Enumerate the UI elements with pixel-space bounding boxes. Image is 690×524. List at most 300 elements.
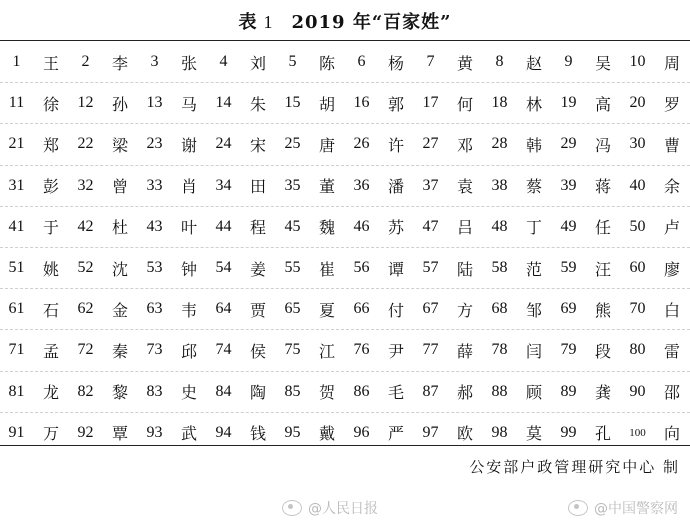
surname: 陈 [318, 53, 335, 73]
surname: 郭 [387, 94, 404, 114]
surname-cell [345, 298, 414, 321]
rank-number: 65 [284, 300, 301, 318]
surname: 史 [180, 383, 197, 403]
surname-cell [207, 51, 276, 74]
surname: 尹 [387, 341, 404, 361]
rank-number: 18 [491, 94, 508, 112]
surname: 马 [180, 94, 197, 114]
surname-cell [276, 133, 345, 156]
surname-cell [414, 215, 483, 238]
surname: 郑 [42, 135, 59, 155]
surname: 高 [594, 94, 611, 114]
surname: 吕 [456, 218, 473, 238]
surname-cell [414, 133, 483, 156]
rank-number: 79 [560, 341, 577, 359]
table-title-label: 表 [238, 12, 258, 33]
rank-number: 23 [146, 135, 163, 153]
surname: 龚 [594, 383, 611, 403]
rank-number: 81 [8, 382, 25, 400]
surname-cell [552, 421, 621, 444]
surname: 向 [663, 424, 680, 444]
rank-number: 12 [77, 94, 94, 112]
rank-number: 80 [629, 341, 646, 359]
surname: 魏 [318, 218, 335, 238]
surname-cell [69, 298, 138, 321]
surname-cell [483, 51, 552, 74]
rank-number: 57 [422, 259, 439, 277]
surname: 孙 [111, 94, 128, 114]
surname-cell [552, 380, 621, 403]
rank-number: 13 [146, 94, 163, 112]
surname: 丁 [525, 218, 542, 238]
surname-cell [276, 421, 345, 444]
surname: 吴 [594, 53, 611, 73]
rank-number: 30 [629, 135, 646, 153]
rank-number: 35 [284, 176, 301, 194]
surname-cell [552, 257, 621, 280]
surname-cell [552, 215, 621, 238]
surname-cell [621, 339, 690, 362]
surname: 刘 [249, 53, 266, 73]
surname: 雷 [663, 341, 680, 361]
surname: 唐 [318, 135, 335, 155]
surname-cell [345, 174, 414, 197]
surname: 朱 [249, 94, 266, 114]
surname-cell [552, 51, 621, 74]
surname: 叶 [180, 218, 197, 238]
surname-cell [552, 298, 621, 321]
rank-number: 95 [284, 423, 301, 441]
rank-number: 91 [8, 423, 25, 441]
rank-number: 78 [491, 341, 508, 359]
rank-number: 83 [146, 382, 163, 400]
surname-cell [276, 339, 345, 362]
surname-cell [345, 421, 414, 444]
surname: 顾 [525, 383, 542, 403]
surname: 王 [42, 53, 59, 73]
surname-cell [138, 92, 207, 115]
rank-number: 15 [284, 94, 301, 112]
surname: 邓 [456, 135, 473, 155]
surname-cell [276, 51, 345, 74]
rank-number: 86 [353, 382, 370, 400]
weibo-logo-icon [282, 500, 302, 516]
rank-number: 92 [77, 423, 94, 441]
surname: 谭 [387, 259, 404, 279]
rank-number: 29 [560, 135, 577, 153]
surname-cell [0, 215, 69, 238]
rank-number: 72 [77, 341, 94, 359]
surname-cell [207, 339, 276, 362]
surname-cell [345, 215, 414, 238]
surname-cell [138, 339, 207, 362]
surname: 杨 [387, 53, 404, 73]
surname-cell [0, 92, 69, 115]
rank-number: 97 [422, 423, 439, 441]
surname-cell [138, 380, 207, 403]
surname: 钱 [249, 424, 266, 444]
rank-number: 93 [146, 423, 163, 441]
surname-cell [0, 133, 69, 156]
surname: 方 [456, 300, 473, 320]
rank-number: 46 [353, 217, 370, 235]
surname-cell [276, 92, 345, 115]
surname: 韩 [525, 135, 542, 155]
surname: 谢 [180, 135, 197, 155]
rank-number: 53 [146, 259, 163, 277]
surname-cell [483, 339, 552, 362]
table-title [0, 8, 690, 34]
surname-cell [414, 51, 483, 74]
rank-number: 10 [629, 53, 646, 71]
table-row [0, 248, 690, 289]
surname: 徐 [42, 94, 59, 114]
rank-number: 6 [357, 53, 366, 71]
surname: 戴 [318, 424, 335, 444]
surname: 苏 [387, 218, 404, 238]
rank-number: 59 [560, 259, 577, 277]
surname-cell [621, 133, 690, 156]
surname: 张 [180, 53, 197, 73]
surname: 莫 [525, 424, 542, 444]
surname: 侯 [249, 341, 266, 361]
surname: 董 [318, 177, 335, 197]
rank-number: 50 [629, 217, 646, 235]
rank-number: 48 [491, 217, 508, 235]
surname-cell [483, 298, 552, 321]
surname-cell [621, 51, 690, 74]
rank-number: 84 [215, 382, 232, 400]
rank-number: 70 [629, 300, 646, 318]
surname: 廖 [663, 259, 680, 279]
surname-cell [483, 421, 552, 444]
surname-cell [0, 51, 69, 74]
surname: 蔡 [525, 177, 542, 197]
surname: 李 [111, 53, 128, 73]
surname: 宋 [249, 135, 266, 155]
rank-number: 54 [215, 259, 232, 277]
surname: 万 [42, 424, 59, 444]
surname-cell [0, 380, 69, 403]
surname: 毛 [387, 383, 404, 403]
rank-number: 42 [77, 217, 94, 235]
rank-number: 19 [560, 94, 577, 112]
surname-cell [0, 174, 69, 197]
surname-cell [483, 133, 552, 156]
rank-number: 39 [560, 176, 577, 194]
surname: 赵 [525, 53, 542, 73]
watermark-right [568, 498, 678, 518]
surname-cell [207, 380, 276, 403]
rank-number: 45 [284, 217, 301, 235]
surname-cell [207, 92, 276, 115]
surname-cell [276, 215, 345, 238]
surname-cell [345, 257, 414, 280]
rank-number: 24 [215, 135, 232, 153]
surname-cell [69, 380, 138, 403]
surname-cell [621, 215, 690, 238]
rank-number: 88 [491, 382, 508, 400]
surname-cell [138, 51, 207, 74]
surname-cell [483, 257, 552, 280]
surname: 石 [42, 300, 59, 320]
surname: 杜 [111, 218, 128, 238]
rank-number: 56 [353, 259, 370, 277]
surname: 汪 [594, 259, 611, 279]
surname-cell [621, 421, 690, 444]
surname: 曾 [111, 177, 128, 197]
surname-cell [0, 421, 69, 444]
surname-cell [0, 298, 69, 321]
surname-cell [207, 174, 276, 197]
table-row [0, 372, 690, 413]
surname: 邱 [180, 341, 197, 361]
surname: 沈 [111, 259, 128, 279]
watermark-left-text: @人民日报 [308, 501, 378, 517]
rank-number: 11 [8, 94, 25, 112]
surname-cell [345, 51, 414, 74]
table-row [0, 166, 690, 207]
surname: 冯 [594, 135, 611, 155]
surname: 任 [594, 218, 611, 238]
surname-table [0, 42, 690, 453]
rank-number: 3 [150, 53, 159, 71]
watermark-left [282, 498, 378, 518]
surname-cell [138, 133, 207, 156]
surname: 孟 [42, 341, 59, 361]
surname: 白 [663, 300, 680, 320]
rank-number: 51 [8, 259, 25, 277]
table-row [0, 289, 690, 330]
surname-cell [69, 257, 138, 280]
surname-cell [621, 174, 690, 197]
rank-number: 17 [422, 94, 439, 112]
surname: 夏 [318, 300, 335, 320]
rank-number: 100 [629, 426, 646, 439]
surname: 田 [249, 177, 266, 197]
surname: 潘 [387, 177, 404, 197]
rank-number: 64 [215, 300, 232, 318]
rank-number: 75 [284, 341, 301, 359]
surname: 林 [525, 94, 542, 114]
surname-cell [207, 298, 276, 321]
surname: 黄 [456, 53, 473, 73]
rank-number: 34 [215, 176, 232, 194]
surname-cell [414, 92, 483, 115]
surname-cell [552, 174, 621, 197]
surname-cell [621, 298, 690, 321]
surname: 金 [111, 300, 128, 320]
rank-number: 98 [491, 423, 508, 441]
surname-cell [69, 133, 138, 156]
surname: 江 [318, 341, 335, 361]
rank-number: 32 [77, 176, 94, 194]
rank-number: 7 [426, 53, 435, 71]
rank-number: 61 [8, 300, 25, 318]
rank-number: 68 [491, 300, 508, 318]
rank-number: 36 [353, 176, 370, 194]
surname-cell [69, 339, 138, 362]
surname: 蒋 [594, 177, 611, 197]
rank-number: 69 [560, 300, 577, 318]
surname: 姜 [249, 259, 266, 279]
surname-cell [0, 257, 69, 280]
rank-number: 87 [422, 382, 439, 400]
rank-number: 73 [146, 341, 163, 359]
table-row [0, 124, 690, 165]
rank-number: 25 [284, 135, 301, 153]
rank-number: 26 [353, 135, 370, 153]
rank-number: 55 [284, 259, 301, 277]
surname-cell [276, 380, 345, 403]
rank-number: 99 [560, 423, 577, 441]
surname: 余 [663, 177, 680, 197]
surname-cell [414, 174, 483, 197]
surname-cell [483, 92, 552, 115]
surname: 付 [387, 300, 404, 320]
surname-cell [621, 92, 690, 115]
table-title-text: 2019 年“百家姓” [291, 12, 452, 33]
rank-number: 77 [422, 341, 439, 359]
surname: 罗 [663, 94, 680, 114]
surname-cell [69, 215, 138, 238]
surname-cell [138, 421, 207, 444]
table-top-rule [0, 40, 690, 41]
table-row [0, 413, 690, 453]
surname: 贺 [318, 383, 335, 403]
table-row [0, 83, 690, 124]
surname-cell [345, 92, 414, 115]
surname: 薛 [456, 341, 473, 361]
surname-cell [138, 298, 207, 321]
rank-number: 52 [77, 259, 94, 277]
rank-number: 58 [491, 259, 508, 277]
rank-number: 31 [8, 176, 25, 194]
rank-number: 2 [81, 53, 90, 71]
rank-number: 27 [422, 135, 439, 153]
rank-number: 44 [215, 217, 232, 235]
surname: 覃 [111, 424, 128, 444]
surname: 孔 [594, 424, 611, 444]
rank-number: 9 [564, 53, 573, 71]
surname-cell [483, 174, 552, 197]
rank-number: 28 [491, 135, 508, 153]
surname: 陆 [456, 259, 473, 279]
rank-number: 4 [219, 53, 228, 71]
rank-number: 1 [12, 53, 21, 71]
surname: 曹 [663, 135, 680, 155]
table-row [0, 42, 690, 83]
surname-cell [0, 339, 69, 362]
surname: 周 [663, 53, 680, 73]
surname-cell [276, 257, 345, 280]
surname: 袁 [456, 177, 473, 197]
surname-cell [552, 133, 621, 156]
surname-cell [552, 339, 621, 362]
surname-cell [621, 380, 690, 403]
surname: 钟 [180, 259, 197, 279]
rank-number: 49 [560, 217, 577, 235]
table-row [0, 207, 690, 248]
rank-number: 85 [284, 382, 301, 400]
rank-number: 66 [353, 300, 370, 318]
surname-cell [345, 380, 414, 403]
surname: 熊 [594, 300, 611, 320]
surname: 龙 [42, 383, 59, 403]
surname: 何 [456, 94, 473, 114]
surname-cell [483, 380, 552, 403]
surname: 梁 [111, 135, 128, 155]
table-bottom-rule [0, 445, 690, 446]
surname: 许 [387, 135, 404, 155]
surname-cell [207, 133, 276, 156]
rank-number: 60 [629, 259, 646, 277]
surname: 肖 [180, 177, 197, 197]
rank-number: 63 [146, 300, 163, 318]
rank-number: 76 [353, 341, 370, 359]
rank-number: 94 [215, 423, 232, 441]
rank-number: 22 [77, 135, 94, 153]
surname: 闫 [525, 341, 542, 361]
rank-number: 74 [215, 341, 232, 359]
rank-number: 21 [8, 135, 25, 153]
rank-number: 33 [146, 176, 163, 194]
surname: 胡 [318, 94, 335, 114]
surname: 范 [525, 259, 542, 279]
surname-cell [69, 174, 138, 197]
surname-cell [414, 380, 483, 403]
surname-cell [345, 133, 414, 156]
surname: 段 [594, 341, 611, 361]
surname: 严 [387, 424, 404, 444]
rank-number: 37 [422, 176, 439, 194]
surname-cell [621, 257, 690, 280]
surname-cell [552, 92, 621, 115]
surname-cell [276, 298, 345, 321]
surname: 邵 [663, 383, 680, 403]
surname-cell [69, 421, 138, 444]
rank-number: 5 [288, 53, 297, 71]
surname-cell [414, 421, 483, 444]
surname-cell [207, 257, 276, 280]
surname: 欧 [456, 424, 473, 444]
surname-cell [69, 51, 138, 74]
watermark-right-text: @中国警察网 [594, 501, 678, 517]
rank-number: 47 [422, 217, 439, 235]
rank-number: 90 [629, 382, 646, 400]
surname-cell [345, 339, 414, 362]
rank-number: 14 [215, 94, 232, 112]
weibo-logo-icon [568, 500, 588, 516]
rank-number: 67 [422, 300, 439, 318]
surname-cell [138, 215, 207, 238]
rank-number: 40 [629, 176, 646, 194]
surname: 崔 [318, 259, 335, 279]
surname: 卢 [663, 218, 680, 238]
surname: 于 [42, 218, 59, 238]
rank-number: 62 [77, 300, 94, 318]
rank-number: 89 [560, 382, 577, 400]
rank-number: 41 [8, 217, 25, 235]
rank-number: 71 [8, 341, 25, 359]
surname: 武 [180, 424, 197, 444]
surname-cell [276, 174, 345, 197]
surname-cell [414, 298, 483, 321]
rank-number: 8 [495, 53, 504, 71]
surname-cell [138, 257, 207, 280]
surname: 黎 [111, 383, 128, 403]
surname-cell [483, 215, 552, 238]
